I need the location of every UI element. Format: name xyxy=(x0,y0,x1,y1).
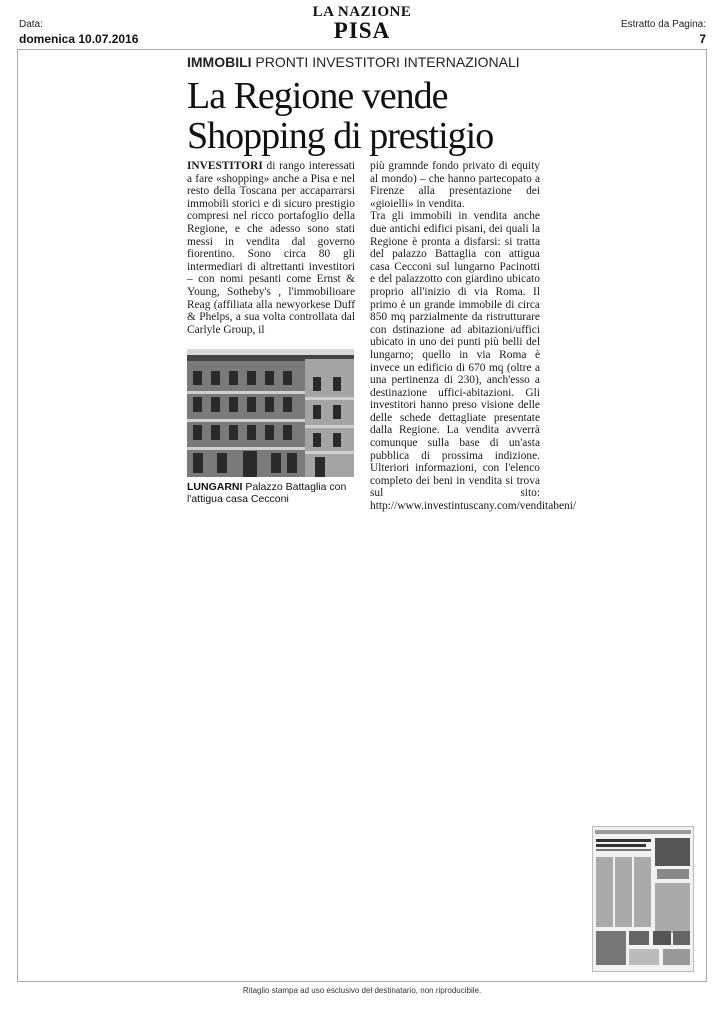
lead-word: INVESTITORI xyxy=(187,160,263,172)
date-label: Data: xyxy=(19,19,43,30)
column-2-paragraph-1: più gramnde fondo privato di equity al mondo) – che hanno partecopato a Firenze alla presentazione dei «gioielli» in vendita. xyxy=(370,160,540,210)
footer-notice: Ritaglio stampa ad uso esclusivo del destinatario, non riproducibile. xyxy=(242,986,482,995)
headline-line-1: La Regione vende xyxy=(187,75,448,117)
photo-caption xyxy=(187,481,357,505)
column-1-text: di rango interessati a fare «shopping» anche a Pisa e nel resto della Toscana per accaparrarsi immobili storici e di sicuro prestigio compresi nel ricco portafoglio della Regione, e che adesso sono stati messi in vendita dal governo fiorentino. Sono circa 80 gli intermediari di altrettanti investitori – con nomi pesanti come Ernst & Young, Sotheby's , l'immobilioare Reag (affiliata alla newyorkese Duff & Phelps, a sua volta controllata dal Carlyle Group, il xyxy=(187,160,355,336)
page-number: 7 xyxy=(699,32,706,46)
kicker-text: PRONTI INVESTITORI INTERNAZIONALI xyxy=(251,54,520,70)
kicker xyxy=(187,54,520,70)
kicker-section: IMMOBILI xyxy=(187,54,252,70)
column-2-paragraph-2: Tra gli immobili in vendita anche due antichi edifici pisani, dei quali la Regione è pronta a disfarsi: si tratta del palazzo Battaglia con attigua casa Cecconi sul lungarno Pacinotti e del palazzotto con giardino ubicato proprio all'inizio di via Roma. Il primo è un grande immobile di circa 850 mq parzialmente da ristrutturare con dstinazione ad abitazioni/uffici ubicato in uno dei punti più belli del lungarno; quello in via Roma è invece un edificio di 670 mq (oltre a una pertinenza di 230), anch'esso a destinazione uffici-abitazioni. Gli investitori hanno preso visione delle delle schede dettagliate presentate dalla Regione. La vendita avverrà comunque sulla base di un'asta pubblica di prossima indizione. Ulteriori informazioni, con l'elenco completo dei beni in vendita si trova sul sito: http://www.investintuscany.com/venditabeni/ xyxy=(370,210,577,513)
building-photo xyxy=(187,349,354,477)
headline xyxy=(187,76,493,156)
page-label: Estratto da Pagina: xyxy=(620,19,706,30)
masthead-top: LA NAZIONE xyxy=(312,4,412,20)
masthead-city: PISA xyxy=(333,18,391,43)
caption-text: Palazzo Battaglia con l'attigua casa Cecconi xyxy=(187,481,347,505)
article-column-2 xyxy=(370,160,577,513)
caption-bold: LUNGARNI xyxy=(187,481,243,493)
page-thumbnail xyxy=(592,826,694,972)
date-value: domenica 10.07.2016 xyxy=(19,32,139,46)
masthead xyxy=(295,4,429,42)
headline-line-2: Shopping di prestigio xyxy=(187,115,494,157)
article-column-1 xyxy=(187,160,355,336)
